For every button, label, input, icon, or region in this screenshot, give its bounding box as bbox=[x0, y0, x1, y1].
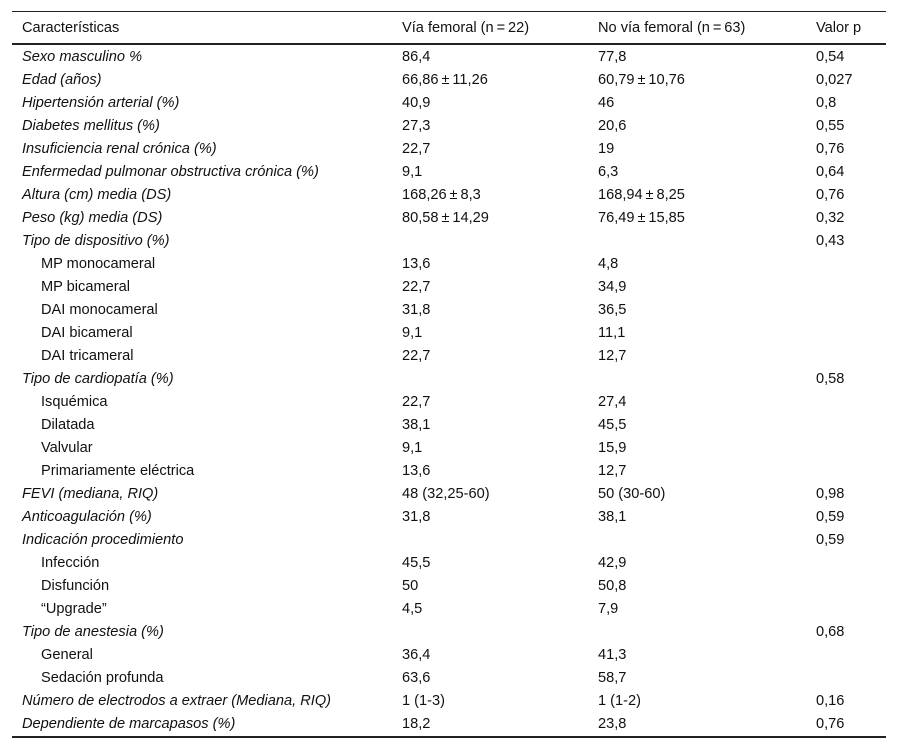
table-row bbox=[12, 713, 886, 737]
row-label: MP bicameral bbox=[41, 279, 130, 295]
no-femoral-value: 50,8 bbox=[598, 578, 627, 594]
p-value: 0,68 bbox=[816, 624, 845, 640]
femoral-value: 22,7 bbox=[402, 279, 431, 295]
table-row bbox=[12, 483, 886, 506]
no-femoral-value: 41,3 bbox=[598, 647, 627, 663]
femoral-value: 45,5 bbox=[402, 555, 431, 571]
femoral-value bbox=[392, 529, 588, 552]
femoral-value: 50 bbox=[402, 578, 419, 594]
table-row bbox=[12, 44, 886, 69]
no-femoral-value: 34,9 bbox=[598, 279, 627, 295]
row-label: Edad (años) bbox=[22, 72, 102, 88]
no-femoral-value: 15,9 bbox=[598, 440, 627, 456]
femoral-value: 9,1 bbox=[402, 440, 423, 456]
row-label: Número de electrodos a extraer (Mediana, RIQ) bbox=[22, 693, 332, 709]
p-value bbox=[806, 437, 886, 460]
no-femoral-value: 20,6 bbox=[598, 118, 627, 134]
row-label: Peso (kg) media (DS) bbox=[22, 210, 163, 226]
femoral-value: 27,3 bbox=[402, 118, 431, 134]
p-value bbox=[806, 598, 886, 621]
femoral-value: 31,8 bbox=[402, 302, 431, 318]
table-row bbox=[12, 552, 886, 575]
femoral-value: 4,5 bbox=[402, 601, 423, 617]
header-p-value: Valor p bbox=[816, 19, 862, 36]
femoral-value: 40,9 bbox=[402, 95, 431, 111]
row-label: Indicación procedimiento bbox=[22, 532, 184, 548]
p-value bbox=[806, 575, 886, 598]
row-label: “Upgrade” bbox=[41, 601, 107, 617]
row-label: Sedación profunda bbox=[41, 670, 164, 686]
table-row bbox=[12, 253, 886, 276]
p-value: 0,76 bbox=[816, 716, 845, 732]
table-row bbox=[12, 575, 886, 598]
no-femoral-value: 77,8 bbox=[598, 49, 627, 65]
femoral-value bbox=[392, 621, 588, 644]
no-femoral-value: 58,7 bbox=[598, 670, 627, 686]
row-label: FEVI (mediana, RIQ) bbox=[22, 486, 159, 502]
p-value: 0,76 bbox=[816, 141, 845, 157]
row-label: Disfunción bbox=[41, 578, 110, 594]
row-label: Isquémica bbox=[41, 394, 108, 410]
table-row bbox=[12, 690, 886, 713]
row-label: Valvular bbox=[41, 440, 93, 456]
row-label: Sexo masculino % bbox=[22, 49, 143, 65]
femoral-value: 63,6 bbox=[402, 670, 431, 686]
table-row bbox=[12, 161, 886, 184]
table-row bbox=[12, 644, 886, 667]
table-row bbox=[12, 69, 886, 92]
no-femoral-value bbox=[588, 529, 806, 552]
p-value bbox=[806, 276, 886, 299]
row-label: DAI monocameral bbox=[41, 302, 158, 318]
femoral-value: 13,6 bbox=[402, 463, 431, 479]
femoral-value: 48 (32,25-60) bbox=[402, 486, 490, 502]
row-label: Infección bbox=[41, 555, 100, 571]
no-femoral-value: 12,7 bbox=[598, 348, 627, 364]
femoral-value: 38,1 bbox=[402, 417, 431, 433]
no-femoral-value: 12,7 bbox=[598, 463, 627, 479]
no-femoral-value: 76,49 ± 15,85 bbox=[598, 210, 685, 226]
femoral-value bbox=[392, 368, 588, 391]
no-femoral-value: 1 (1-2) bbox=[598, 693, 641, 709]
p-value: 0,54 bbox=[816, 49, 845, 65]
p-value bbox=[806, 253, 886, 276]
row-label: General bbox=[41, 647, 93, 663]
table-row bbox=[12, 115, 886, 138]
table-row bbox=[12, 230, 886, 253]
no-femoral-value bbox=[588, 368, 806, 391]
femoral-value: 22,7 bbox=[402, 394, 431, 410]
table-row bbox=[12, 322, 886, 345]
p-value bbox=[806, 644, 886, 667]
no-femoral-value: 6,3 bbox=[598, 164, 619, 180]
table-body bbox=[12, 44, 886, 737]
no-femoral-value: 168,94 ± 8,25 bbox=[598, 187, 685, 203]
p-value bbox=[806, 414, 886, 437]
row-label: DAI bicameral bbox=[41, 325, 133, 341]
no-femoral-value: 50 (30-60) bbox=[598, 486, 666, 502]
femoral-value: 36,4 bbox=[402, 647, 431, 663]
no-femoral-value: 60,79 ± 10,76 bbox=[598, 72, 685, 88]
p-value: 0,98 bbox=[816, 486, 845, 502]
p-value: 0,32 bbox=[816, 210, 845, 226]
femoral-value: 22,7 bbox=[402, 141, 431, 157]
characteristics-table bbox=[12, 11, 886, 738]
table-row bbox=[12, 414, 886, 437]
header-characteristics: Características bbox=[22, 19, 120, 36]
no-femoral-value bbox=[588, 621, 806, 644]
table-row bbox=[12, 529, 886, 552]
no-femoral-value: 46 bbox=[598, 95, 615, 111]
p-value bbox=[806, 460, 886, 483]
femoral-value: 9,1 bbox=[402, 325, 423, 341]
p-value bbox=[806, 667, 886, 690]
p-value bbox=[806, 552, 886, 575]
table-row bbox=[12, 506, 886, 529]
row-label: Primariamente eléctrica bbox=[41, 463, 195, 479]
table-row bbox=[12, 92, 886, 115]
row-label: Tipo de dispositivo (%) bbox=[22, 233, 170, 249]
row-label: Dilatada bbox=[41, 417, 95, 433]
table-row bbox=[12, 667, 886, 690]
table-header bbox=[12, 12, 886, 45]
femoral-value: 22,7 bbox=[402, 348, 431, 364]
table-row bbox=[12, 460, 886, 483]
femoral-value: 80,58 ± 14,29 bbox=[402, 210, 489, 226]
row-label: DAI tricameral bbox=[41, 348, 134, 364]
p-value bbox=[806, 391, 886, 414]
header-no-femoral: No vía femoral (n = 63) bbox=[598, 19, 746, 36]
femoral-value: 86,4 bbox=[402, 49, 431, 65]
row-label: Insuficiencia renal crónica (%) bbox=[22, 141, 217, 157]
femoral-value: 31,8 bbox=[402, 509, 431, 525]
p-value: 0,76 bbox=[816, 187, 845, 203]
p-value: 0,55 bbox=[816, 118, 845, 134]
no-femoral-value: 23,8 bbox=[598, 716, 627, 732]
row-label: MP monocameral bbox=[41, 256, 156, 272]
femoral-value: 9,1 bbox=[402, 164, 423, 180]
row-label: Altura (cm) media (DS) bbox=[22, 187, 172, 203]
no-femoral-value: 4,8 bbox=[598, 256, 619, 272]
no-femoral-value bbox=[588, 230, 806, 253]
table-row bbox=[12, 437, 886, 460]
p-value: 0,8 bbox=[816, 95, 837, 111]
row-label: Enfermedad pulmonar obstructiva crónica (%) bbox=[22, 164, 319, 180]
table-row bbox=[12, 345, 886, 368]
header-femoral: Vía femoral (n = 22) bbox=[402, 19, 530, 36]
table-row bbox=[12, 598, 886, 621]
p-value: 0,16 bbox=[816, 693, 845, 709]
p-value bbox=[806, 345, 886, 368]
no-femoral-value: 45,5 bbox=[598, 417, 627, 433]
row-label: Diabetes mellitus (%) bbox=[22, 118, 160, 134]
p-value: 0,59 bbox=[816, 509, 845, 525]
characteristics-table-container bbox=[12, 11, 886, 738]
p-value: 0,58 bbox=[816, 371, 845, 387]
p-value bbox=[806, 299, 886, 322]
no-femoral-value: 19 bbox=[598, 141, 615, 157]
table-row bbox=[12, 276, 886, 299]
femoral-value: 18,2 bbox=[402, 716, 431, 732]
table-row bbox=[12, 138, 886, 161]
femoral-value: 13,6 bbox=[402, 256, 431, 272]
header-row bbox=[12, 12, 886, 45]
p-value: 0,027 bbox=[816, 72, 853, 88]
row-label: Hipertensión arterial (%) bbox=[22, 95, 180, 111]
femoral-value bbox=[392, 230, 588, 253]
table-row bbox=[12, 184, 886, 207]
no-femoral-value: 38,1 bbox=[598, 509, 627, 525]
table-row bbox=[12, 299, 886, 322]
table-row bbox=[12, 391, 886, 414]
row-label: Anticoagulación (%) bbox=[22, 509, 152, 525]
femoral-value: 1 (1-3) bbox=[402, 693, 445, 709]
p-value: 0,64 bbox=[816, 164, 845, 180]
table-row bbox=[12, 621, 886, 644]
row-label: Tipo de cardiopatía (%) bbox=[22, 371, 174, 387]
table-row bbox=[12, 368, 886, 391]
femoral-value: 66,86 ± 11,26 bbox=[402, 72, 488, 88]
no-femoral-value: 11,1 bbox=[598, 325, 626, 341]
p-value: 0,59 bbox=[816, 532, 845, 548]
table-row bbox=[12, 207, 886, 230]
no-femoral-value: 36,5 bbox=[598, 302, 627, 318]
row-label: Tipo de anestesia (%) bbox=[22, 624, 164, 640]
no-femoral-value: 7,9 bbox=[598, 601, 619, 617]
no-femoral-value: 27,4 bbox=[598, 394, 627, 410]
p-value: 0,43 bbox=[816, 233, 845, 249]
row-label: Dependiente de marcapasos (%) bbox=[22, 716, 236, 732]
no-femoral-value: 42,9 bbox=[598, 555, 627, 571]
femoral-value: 168,26 ± 8,3 bbox=[402, 187, 481, 203]
p-value bbox=[806, 322, 886, 345]
